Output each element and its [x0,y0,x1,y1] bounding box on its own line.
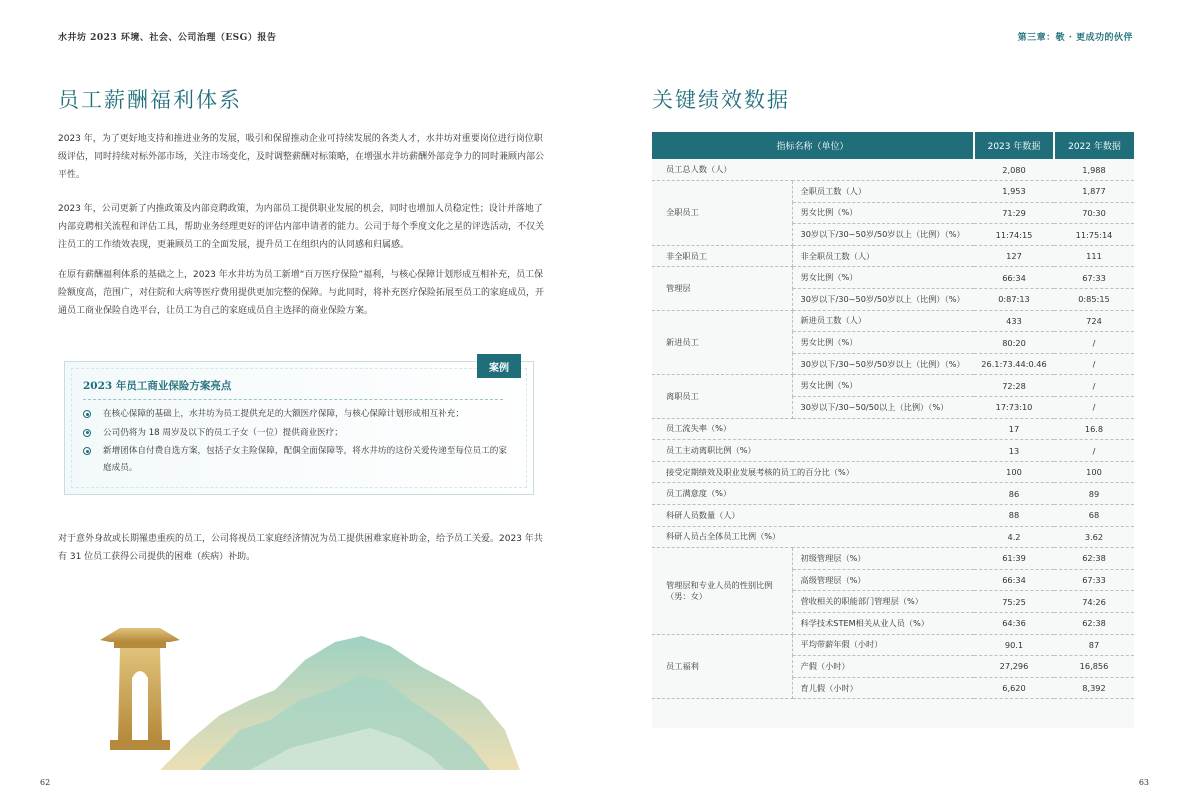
bullet-icon [83,429,91,437]
case-tab: 案例 [477,354,521,378]
case-bullet-text: 公司仍将为 18 周岁及以下的员工子女（一位）提供商业医疗； [103,427,343,438]
value-2022: / [1054,332,1134,354]
value-2023: 88 [974,505,1054,527]
value-2022: 68 [1054,505,1134,527]
table-row [652,634,1134,656]
row-label: 员工总人数（人） [652,159,974,181]
value-2022: 3.62 [1054,526,1134,548]
paragraph-1: 2023 年，为了更好地支持和推进业务的发展，吸引和保留推动企业可持续发展的各类人才，水井坊对重要岗位进行岗位职级评估，同时持续对标外部市场，关注市场变化，及时调整薪酬对标策略，在增强水井坊薪酬外部竞争力的同时兼顾内部公平性。 [58,134,545,180]
value-2022: 1,988 [1054,159,1134,181]
value-2023: 61:39 [974,548,1054,570]
table-row [652,267,1134,289]
value-2023: 66:34 [974,267,1054,289]
page-number-right: 63 [1138,778,1149,787]
row-sub-label: 男女比例（%） [792,375,974,397]
row-sub-label: 科学技术STEM相关从业人员（%） [792,612,974,634]
row-label: 科研人员数量（人） [652,505,974,527]
value-2023: 433 [974,310,1054,332]
value-2023: 26.1:73.44:0.46 [974,353,1054,375]
value-2023: 90.1 [974,634,1054,656]
row-sub-label: 男女比例（%） [792,267,974,289]
value-2023: 64:36 [974,612,1054,634]
table-row [652,505,1134,527]
value-2022: 11:75:14 [1054,224,1134,246]
value-2022: 100 [1054,461,1134,483]
row-sub-label: 男女比例（%） [792,202,974,224]
header-indicator: 指标名称（单位） [652,132,974,159]
value-2022: 62:38 [1054,612,1134,634]
row-sub-label: 30岁以下/30~50岁/50岁以上（比例）（%） [792,353,974,375]
value-2023: 100 [974,461,1054,483]
row-label: 管理层和专业人员的性别比例（男：女） [652,548,792,634]
row-sub-label: 30岁以下/30~50/50以上（比例）（%） [792,397,974,419]
value-2023: 80:20 [974,332,1054,354]
value-2022: 89 [1054,483,1134,505]
row-sub-label: 男女比例（%） [792,332,974,354]
value-2022: / [1054,397,1134,419]
paragraph-4: 对于意外身故或长期罹患重疾的员工，公司将视员工家庭经济情况为员工提供困难家庭补助金，给予员工关爱。2023 年共有 31 位员工获得公司提供的困难（疾病）补助。 [58,534,543,562]
case-box [64,361,534,495]
value-2022: 8,392 [1054,677,1134,699]
value-2022: 67:33 [1054,569,1134,591]
value-2023: 6,620 [974,677,1054,699]
value-2023: 2,080 [974,159,1054,181]
row-sub-label: 产假（小时） [792,656,974,678]
row-sub-label: 30岁以下/30~50岁/50岁以上（比例）（%） [792,224,974,246]
value-2023: 71:29 [974,202,1054,224]
chapter-header: 第三章：敬 · 更成功的伙伴 [1017,33,1133,43]
kpi-table-body [652,159,1134,699]
value-2022: 1,877 [1054,181,1134,203]
row-sub-label: 全职员工数（人） [792,181,974,203]
row-label: 非全职员工 [652,245,792,267]
kpi-table [652,132,1134,699]
table-row [652,245,1134,267]
row-label: 新进员工 [652,310,792,375]
value-2023: 72:28 [974,375,1054,397]
row-label: 管理层 [652,267,792,310]
value-2022: 70:30 [1054,202,1134,224]
value-2023: 0:87:13 [974,289,1054,311]
case-bullet [83,425,513,442]
paragraph-2: 2023 年，公司更新了内推政策及内部竞聘政策，为内部员工提供职业发展的机会，同时也增加人员稳定性；设计并落地了内部竞聘相关流程和评估工具，帮助业务经理更好的评估内部申请者的能力。公司于每个季度文化之星的评选活动，不仅关注员工的工作绩效表现，更兼顾员工的全面发展，提升员工在组织内的认同感和归属感。 [58,204,545,250]
table-row [652,461,1134,483]
table-row [652,440,1134,462]
value-2022: / [1054,353,1134,375]
row-label: 员工主动离职比例（%） [652,440,974,462]
value-2023: 17 [974,418,1054,440]
table-row [652,418,1134,440]
table-row [652,375,1134,397]
table-row [652,548,1134,570]
row-label: 全职员工 [652,181,792,246]
paragraph-3: 在原有薪酬福利体系的基础之上，2023 年水井坊为员工新增“百万医疗保险”福利，与核心保障计划形成互相补充，员工保险额度高，范围广，对住院和大病等医疗费用提供更加完整的保障。与此同时，将补充医疗保险拓展至员工的家庭成员，开通员工商业保险自选平台，让员工为自己的家庭成员自主选择的商业保险方案。 [58,270,545,316]
case-bullet-text: 新增团体自付费自选方案，包括子女主险保障，配偶全面保障等，将水井坊的这份关爱传递至每位员工的家庭成员。 [103,446,507,473]
table-row [652,181,1134,203]
case-bullet-list [83,406,513,478]
value-2022: 67:33 [1054,267,1134,289]
value-2023: 86 [974,483,1054,505]
value-2023: 4.2 [974,526,1054,548]
case-bullet-text: 在核心保障的基础上，水井坊为员工提供充足的大额医疗保障，与核心保障计划形成相互补充； [103,409,464,419]
value-2023: 13 [974,440,1054,462]
header-2022: 2022 年数据 [1054,132,1134,159]
table-row [652,483,1134,505]
value-2022: 74:26 [1054,591,1134,613]
row-label: 员工福利 [652,634,792,699]
value-2022: / [1054,375,1134,397]
table-row [652,310,1134,332]
value-2023: 17:73:10 [974,397,1054,419]
row-sub-label: 高级管理层（%） [792,569,974,591]
value-2022: 0:85:15 [1054,289,1134,311]
value-2022: 16.8 [1054,418,1134,440]
row-sub-label: 非全职员工数（人） [792,245,974,267]
row-sub-label: 30岁以下/30~50岁/50岁以上（比例）（%） [792,289,974,311]
value-2022: 16,856 [1054,656,1134,678]
value-2023: 127 [974,245,1054,267]
case-bullet [83,406,513,423]
row-sub-label: 营收相关的职能部门管理层（%） [792,591,974,613]
table-row [652,526,1134,548]
row-label: 员工满意度（%） [652,483,974,505]
case-divider [83,399,503,400]
section-title-compensation: 员工薪酬福利体系 [58,88,242,112]
row-label: 离职员工 [652,375,792,418]
landscape-gate-illustration [100,620,520,770]
value-2023: 66:34 [974,569,1054,591]
bullet-icon [83,447,91,455]
value-2023: 11:74:15 [974,224,1054,246]
bullet-icon [83,410,91,418]
case-bullet [83,443,513,476]
value-2022: 62:38 [1054,548,1134,570]
report-header-title: 水井坊 2023 环境、社会、公司治理（ESG）报告 [58,33,277,43]
value-2022: 111 [1054,245,1134,267]
row-sub-label: 平均带薪年假（小时） [792,634,974,656]
value-2023: 1,953 [974,181,1054,203]
value-2022: / [1054,440,1134,462]
kpi-header-row [652,132,1134,159]
row-sub-label: 育儿假（小时） [792,677,974,699]
row-sub-label: 新进员工数（人） [792,310,974,332]
case-title: 2023 年员工商业保险方案亮点 [83,380,232,392]
value-2022: 87 [1054,634,1134,656]
row-label: 员工流失率（%） [652,418,974,440]
value-2023: 27,296 [974,656,1054,678]
page-number-left: 62 [40,778,51,787]
section-title-kpi: 关键绩效数据 [652,88,790,112]
row-label: 科研人员占全体员工比例（%） [652,526,974,548]
value-2023: 75:25 [974,591,1054,613]
row-label: 接受定期绩效及职业发展考核的员工的百分比（%） [652,461,974,483]
table-row [652,159,1134,181]
row-sub-label: 初级管理层（%） [792,548,974,570]
header-2023: 2023 年数据 [974,132,1054,159]
value-2022: 724 [1054,310,1134,332]
